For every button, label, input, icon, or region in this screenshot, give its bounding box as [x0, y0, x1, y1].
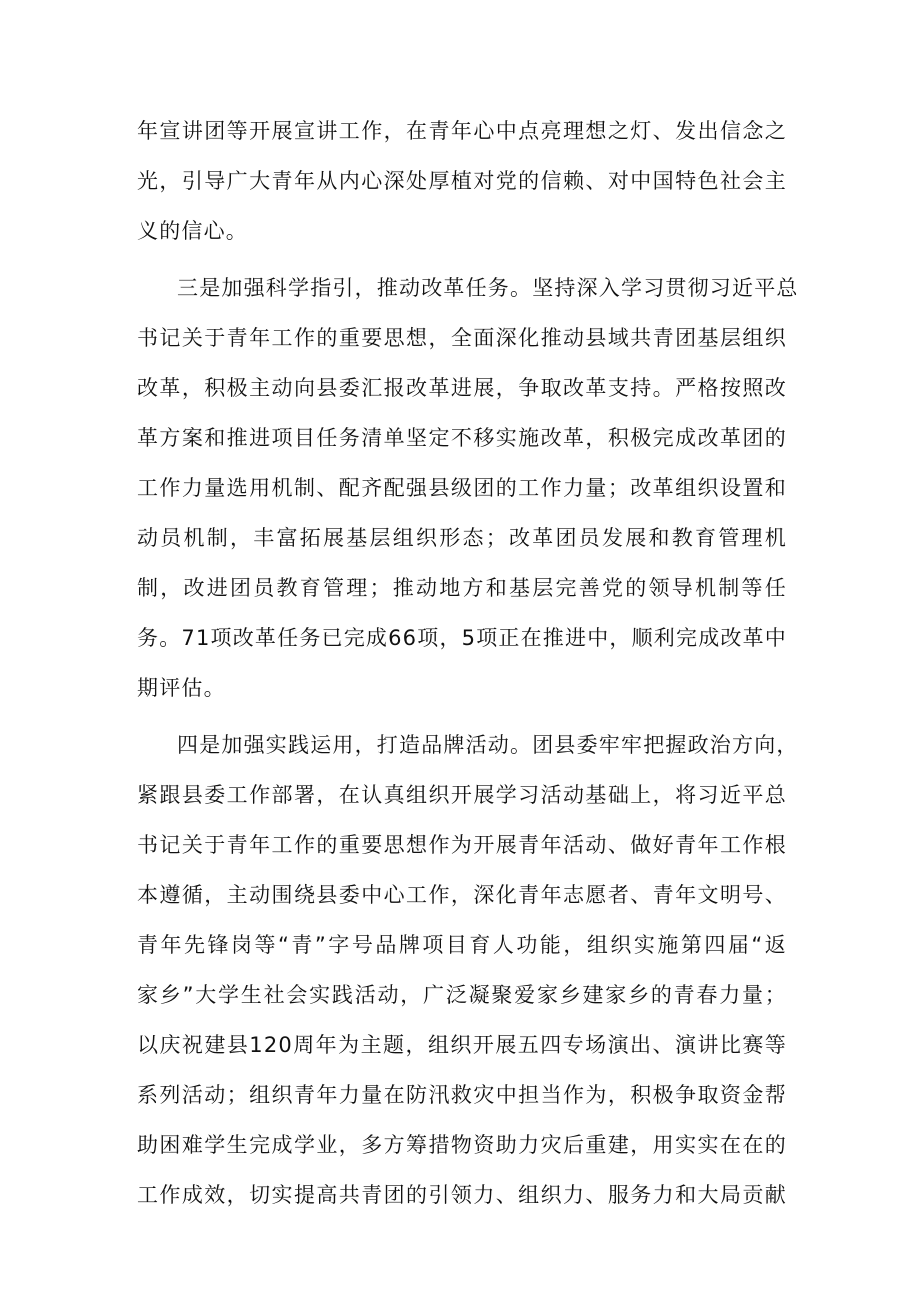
paragraph-2-line-6: 动员机制，丰富拓展基层组织形态；改革团员发展和教育管理机 — [137, 526, 787, 550]
paragraph-3-line-8: 系列活动；组织青年力量在防汛救灾中担当作为，积极争取资金帮 — [137, 1083, 787, 1107]
paragraph-3-line-7: 以庆祝建县120周年为主题，组织开展五四专场演出、演讲比赛等 — [137, 1033, 787, 1057]
paragraph-2-line-3: 改革，积极主动向县委汇报改革进展，争取改革支持。严格按照改 — [137, 376, 787, 400]
paragraph-3-line-3: 书记关于青年工作的重要思想作为开展青年活动、做好青年工作根 — [137, 833, 787, 857]
paragraph-3-line-9: 助困难学生完成学业，多方筹措物资助力灾后重建，用实实在在的 — [137, 1133, 787, 1157]
paragraph-3-line-10: 工作成效，切实提高共青团的引领力、组织力、服务力和大局贡献 — [137, 1183, 787, 1207]
paragraph-1-line-3: 义的信心。 — [137, 219, 248, 243]
paragraph-3-line-6: 家乡”大学生社会实践活动，广泛凝聚爱家乡建家乡的青春力量； — [137, 983, 787, 1007]
paragraph-3-line-4: 本遵循，主动围绕县委中心工作，深化青年志愿者、青年文明号、 — [137, 883, 787, 907]
paragraph-2-line-7: 制，改进团员教育管理；推动地方和基层完善党的领导机制等任 — [137, 576, 787, 600]
paragraph-2-line-5: 工作力量选用机制、配齐配强县级团的工作力量；改革组织设置和 — [137, 476, 787, 500]
paragraph-3-line-1: 四是加强实践运用，打造品牌活动。团县委牢牢把握政治方向， — [177, 733, 799, 757]
paragraph-2-line-2: 书记关于青年工作的重要思想，全面深化推动县域共青团基层组织 — [137, 326, 787, 350]
paragraph-3-line-2: 紧跟县委工作部署，在认真组织开展学习活动基础上，将习近平总 — [137, 783, 787, 807]
paragraph-3-line-5: 青年先锋岗等“青”字号品牌项目育人功能，组织实施第四届“返 — [137, 933, 787, 957]
paragraph-1-line-1: 年宣讲团等开展宣讲工作，在青年心中点亮理想之灯、发出信念之 — [137, 119, 787, 143]
paragraph-2-line-9: 期评估。 — [137, 676, 226, 700]
paragraph-1-line-2: 光，引导广大青年从内心深处厚植对党的信赖、对中国特色社会主 — [137, 169, 787, 193]
paragraph-2-line-4: 革方案和推进项目任务清单坚定不移实施改革，积极完成改革团的 — [137, 426, 787, 450]
paragraph-2-line-8: 务。71项改革任务已完成66项，5项正在推进中，顺利完成改革中 — [137, 626, 788, 650]
paragraph-2-line-1: 三是加强科学指引，推动改革任务。坚持深入学习贯彻习近平总 — [177, 276, 799, 300]
